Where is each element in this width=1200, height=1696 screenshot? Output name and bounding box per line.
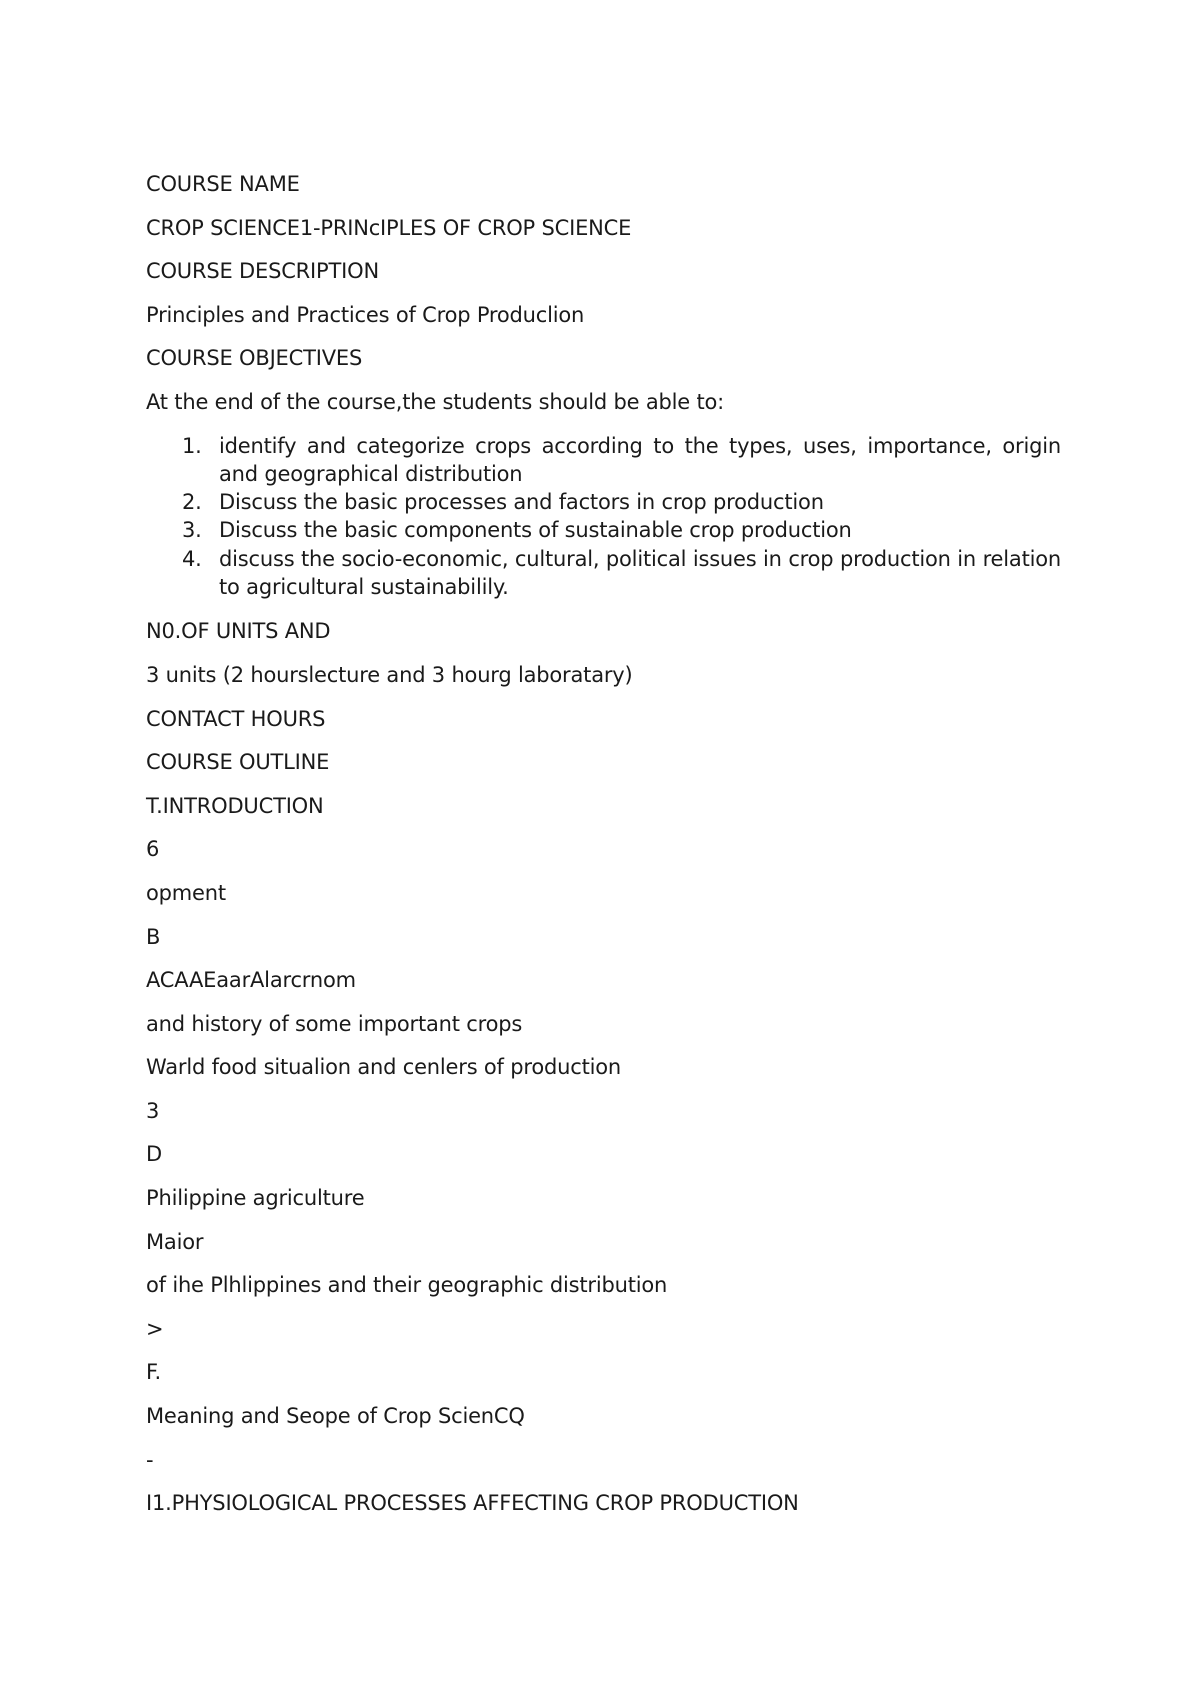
outline-line: Meaning and Seope of Crop ScienCQ [146,1404,525,1429]
objective-text: Discuss the basic components of sustainable crop production [219,518,852,543]
outline-line: F. [146,1360,161,1385]
outline-line: B [146,924,161,949]
heading-contact-hours: CONTACT HOURS [146,706,326,731]
outline-line: Warld food situalion and cenlers of production [146,1055,621,1080]
units-value: 3 units (2 hourslecture and 3 hourg laboratary) [146,662,633,687]
objective-item [146,432,1061,489]
objective-number: 2. [182,490,202,515]
outline-line: 6 [146,837,160,862]
outline-line: Philippine agriculture [146,1186,365,1211]
heading-course-name: COURSE NAME [146,172,300,196]
document-page [146,172,1061,1535]
objectives-intro: At the end of the course,the students should be able to: [146,389,724,414]
objectives-list [146,432,1061,602]
heading-course-objectives: COURSE OBJECTIVES [146,346,363,371]
outline-line: > [146,1316,164,1341]
objective-number: 4. [182,546,202,571]
objective-text: identify and categorize crops according to the types, uses, importance, origin and geographical distribution [219,433,1061,486]
objective-number: 3. [182,518,202,543]
objective-item [146,516,1061,544]
objective-item [146,488,1061,516]
heading-course-description: COURSE DESCRIPTION [146,259,379,284]
heading-course-outline: COURSE OUTLINE [146,750,330,775]
outline-line: - [146,1447,154,1472]
outline-section-physiological: I1.PHYSIOLOGICAL PROCESSES AFFECTING CROP PRODUCTION [146,1491,799,1516]
outline-section-introduction: T.INTRODUCTION [146,793,324,818]
outline-line: D [146,1142,162,1167]
objective-text: discuss the socio-economic, cultural, political issues in crop production in relation to agricultural sustainabilily. [219,546,1061,600]
outline-line: opment [146,880,226,905]
objective-item [146,545,1061,602]
outline-line: 3 [146,1098,160,1123]
course-name-value: CROP SCIENCE1-PRINcIPLES OF CROP SCIENCE [146,215,632,240]
outline-line: Maior [146,1229,204,1254]
objective-text: Discuss the basic processes and factors in crop production [219,490,824,515]
course-description-value: Principles and Practices of Crop Produclion [146,302,585,327]
heading-units: N0.OF UNITS AND [146,619,331,644]
outline-line: of ihe Plhlippines and their geographic distribution [146,1273,668,1298]
outline-line: ACAAEaarAlarcrnom [146,968,356,993]
objective-number: 1. [182,433,202,458]
outline-line: and history of some important crops [146,1011,523,1036]
